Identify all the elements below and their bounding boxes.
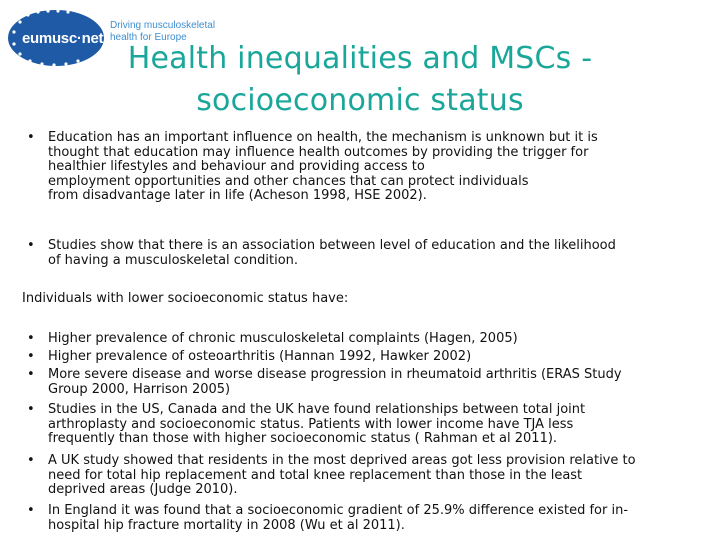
bullet-marker: • [27, 130, 35, 145]
paragraph-line: Studies show that there is an association between level of education and the likelihood [48, 238, 616, 253]
list-item-line: hospital hip fracture mortality in 2008 (Wu et al 2011). [48, 517, 405, 533]
subheading: Individuals with lower socioeconomic status have: [22, 291, 349, 306]
bullet-marker: • [27, 503, 35, 518]
association-paragraph [48, 239, 708, 268]
bullet-marker: • [27, 367, 35, 382]
list-item [48, 332, 708, 347]
list-item-line: In England it was found that a socioeconomic gradient of 25.9% difference existed for in- [48, 503, 629, 518]
paragraph-line: healthier lifestyles and behaviour and providing access to [48, 159, 425, 174]
education-paragraph [48, 131, 708, 204]
list-item-line: Higher prevalence of chronic musculoskeletal complaints (Hagen, 2005) [48, 331, 518, 346]
list-item-line: deprived areas (Judge 2010). [48, 482, 238, 497]
list-item-line: need for total hip replacement and total knee replacement than those in the least [48, 467, 583, 483]
list-item [48, 350, 708, 365]
paragraph-line: from disadvantage later in life (Acheson 1998, HSE 2002). [48, 188, 427, 203]
list-item [48, 368, 708, 397]
paragraph-line: of having a musculoskeletal condition. [48, 252, 299, 268]
bullet-marker: • [27, 453, 35, 468]
bullet-marker: • [27, 331, 35, 346]
list-item-line: More severe disease and worse disease progression in rheumatoid arthritis (ERAS Study [48, 367, 622, 382]
logo-wordmark: eumusc·net [22, 30, 104, 47]
list-item-line: frequently than those with higher socioeconomic status ( Rahman et al 2011). [48, 431, 558, 446]
list-item-line: Higher prevalence of osteoarthritis (Hannan 1992, Hawker 2002) [48, 349, 472, 364]
list-item [48, 403, 708, 447]
list-item-line: Group 2000, Harrison 2005) [48, 381, 231, 397]
paragraph-line: thought that education may influence health outcomes by providing the trigger for [48, 144, 589, 160]
page-title-line-1: Health inequalities and MSCs - [127, 41, 593, 76]
list-item [48, 504, 708, 533]
list-item [48, 454, 708, 498]
paragraph-line: employment opportunities and other chances that can protect individuals [48, 173, 529, 189]
bullet-marker: • [27, 238, 35, 253]
bullet-marker: • [27, 349, 35, 364]
bullet-marker: • [27, 402, 35, 417]
list-item-line: Studies in the US, Canada and the UK have found relationships between total joint [48, 402, 586, 417]
logo-tagline-line: health for Europe [110, 32, 187, 43]
paragraph-line: Education has an important influence on health, the mechanism is unknown but it is [48, 130, 598, 145]
list-item-line: A UK study showed that residents in the most deprived areas got less provision relative to [48, 453, 636, 468]
logo-tagline-line: Driving musculoskeletal [110, 20, 216, 31]
list-item-line: arthroplasty and socioeconomic status. Patients with lower income have TJA less [48, 416, 574, 432]
page-title-line-2: socioeconomic status [196, 83, 524, 118]
